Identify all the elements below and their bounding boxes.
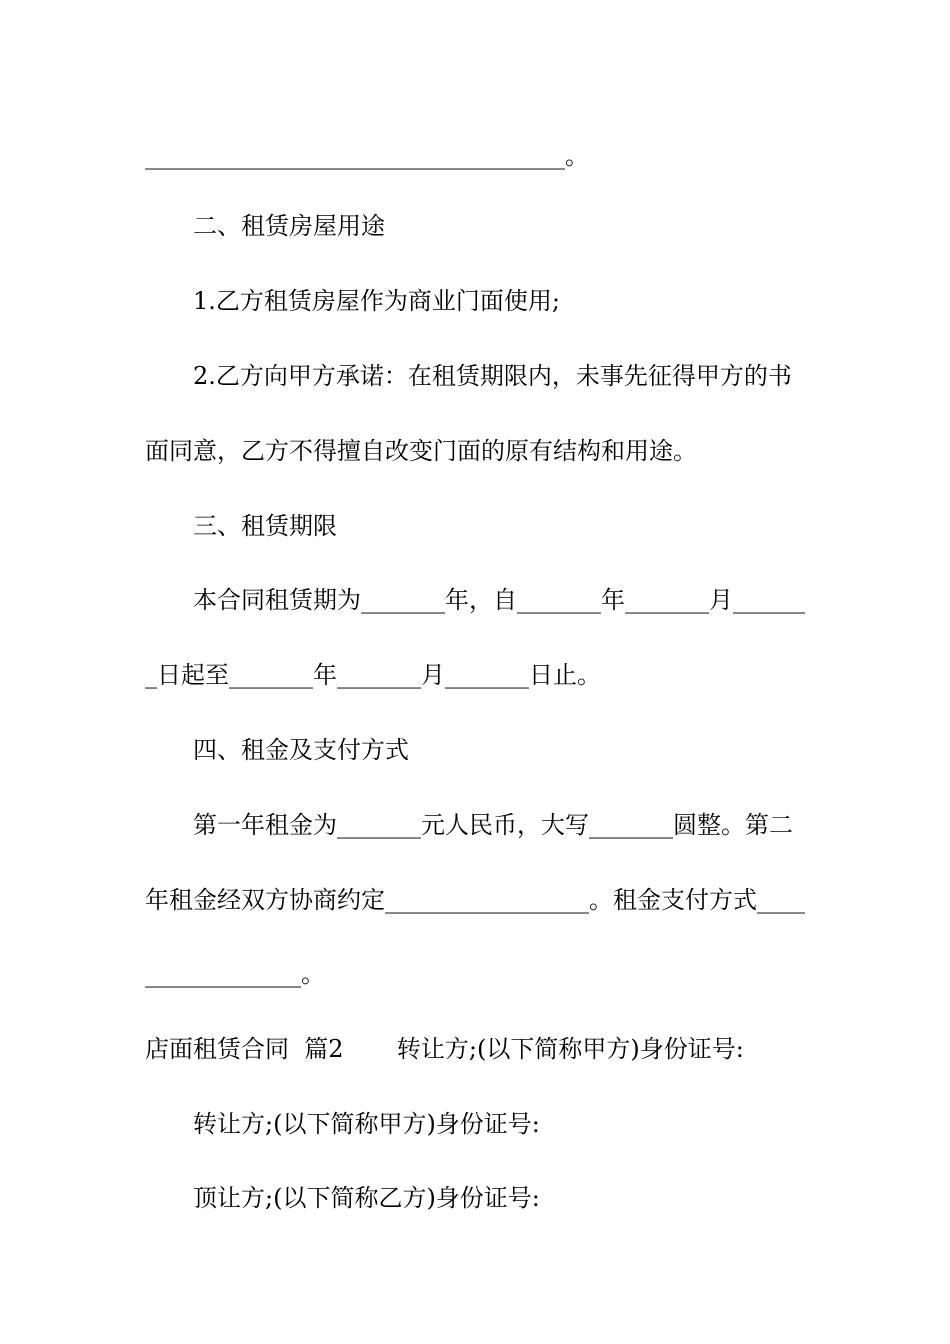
blank-line: _____________。 <box>145 960 325 988</box>
clause-text: 面同意，乙方不得擅自改变门面的原有结构和用途。 <box>145 437 697 465</box>
contract-title-line: 店面租赁合同 篇2 转让方;(以下简称甲方)身份证号: <box>145 1035 744 1063</box>
clause-text: _日起至_______年_______月_______日止。 <box>145 661 601 689</box>
section-heading-term: 三、租赁期限 <box>193 512 337 540</box>
party-line: 顶让方;(以下简称乙方)身份证号: <box>193 1184 540 1212</box>
section-heading-usage: 二、租赁房屋用途 <box>193 212 385 240</box>
clause-text: 本合同租赁期为_______年，自_______年_______月______ <box>193 586 805 614</box>
clause-text: 1.乙方租赁房屋作为商业门面使用; <box>193 287 560 315</box>
clause-text: 年租金经双方协商约定_________________。租金支付方式____ <box>145 886 805 914</box>
clause-text: 第一年租金为_______元人民币，大写_______圆整。第二 <box>193 811 793 839</box>
clause-text: 2.乙方向甲方承诺：在租赁期限内，未事先征得甲方的书 <box>193 362 792 390</box>
section-heading-rent: 四、租金及支付方式 <box>193 736 409 764</box>
blank-line: ___________________________________。 <box>145 142 589 170</box>
party-line: 转让方;(以下简称甲方)身份证号: <box>193 1110 540 1138</box>
